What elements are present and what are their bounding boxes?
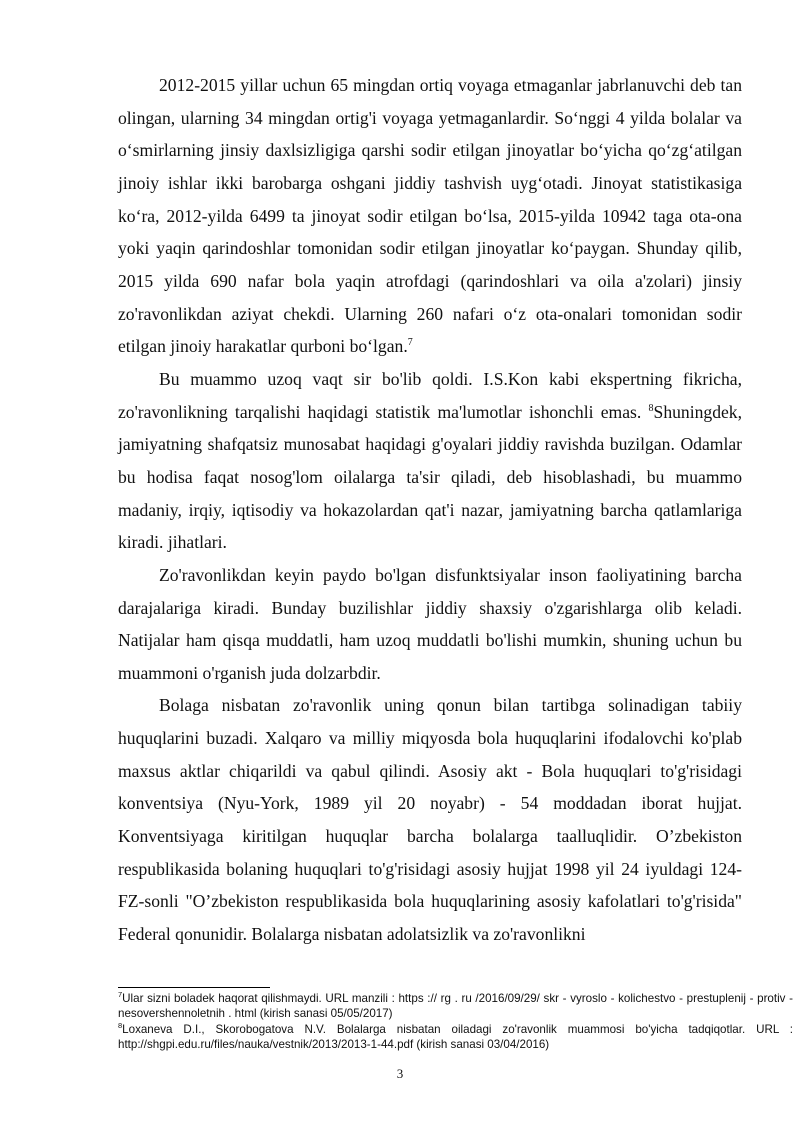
page-number: 3 xyxy=(396,1066,404,1081)
footnotes xyxy=(118,991,793,1052)
paragraph xyxy=(118,559,742,690)
footnote-ref: 8 xyxy=(648,402,654,414)
footnote-text: Ular sizni boladek haqorat qilishmaydi. URL manzili : https :// rg . ru /2016/09/29/ skr - vyroslo - kolichestvo - prestuplenij - protiv - nesovershennoletnih . html (kirish sanasi 05/05/2017) xyxy=(118,992,793,1021)
main-text xyxy=(118,69,742,951)
paragraph-text: 2012-2015 yillar uchun 65 mingdan ortiq voyaga etmaganlar jabrlanuvchi deb tan olingan, ularning 34 mingdan ortig'i voyaga yetmaganlardir. So‘nggi 4 yilda bolalar va o‘smirlarning jinsiy daxlsizligiga qarshi sodir etilgan jinoyatlar bo‘yicha qo‘zg‘atilgan jinoiy ishlar ikki barobarga oshgani jiddiy tashvish uyg‘otadi. Jinoyat statistikasiga ko‘ra, 2012-yilda 6499 ta jinoyat sodir etilgan bo‘lsa, 2015-yilda 10942 taga ota-ona yoki yaqin qarindoshlar tomonidan sodir etilgan jinoyatlar ko‘paygan. Shunday qilib, 2015 yilda 690 nafar bola yaqin atrofdagi (qarindoshlari va oila a'zolari) jinsiy zo'ravonlikdan aziyat chekdi. Ularning 260 nafari o‘z ota-onalari tomonidan sodir etilgan jinoiy harakatlar qurboni bo‘lgan. xyxy=(118,75,742,357)
footnote xyxy=(118,1022,793,1053)
footnote-mark: 8 xyxy=(118,1020,123,1030)
paragraph-text: Bu muammo uzoq vaqt sir bo'lib qoldi. I.S.Kon kabi ekspertning fikricha, zo'ravonlikning tarqalishi haqidagi statistik ma'lumotlar ishonchli emas. xyxy=(118,368,742,422)
paragraph xyxy=(118,689,742,950)
paragraph-text: Zo'ravonlikdan keyin paydo bo'lgan disfunktsiyalar inson faoliyatining barcha darajalariga kiradi. Bunday buzilishlar jiddiy shaxsiy o'zgarishlarga olib keladi. Natijalar ham qisqa muddatli, ham uzoq muddatli bo'lishi mumkin, shuning uchun bu muammoni o'rganish juda dolzarbdir. xyxy=(118,564,742,683)
paragraph xyxy=(118,69,742,363)
paragraph-text: Bolaga nisbatan zo'ravonlik uning qonun bilan tartibga solinadigan tabiiy huquqlarini buzadi. Xalqaro va milliy miqyosda bola huquqlarini ifodalovchi ko'plab maxsus aktlar chiqarildi va qabul qilindi. Asosiy akt - Bola huquqlari to'g'risidagi konventsiya (Nyu-York, 1989 yil 20 noyabr) - 54 moddadan iborat hujjat. Konventsiyaga kiritilgan huquqlar barcha bolalarga taalluqlidir. O’zbekiston respublikasida bolaning huquqlari to'g'risidagi asosiy hujjat 1998 yil 24 iyuldagi 124-FZ-sonli "O’zbekiston respublikasida bola huquqlarining asosiy kafolatlari to'g'risida" Federal qonunidir. Bolalarga nisbatan adolatsizlik va zo'ravonlikni xyxy=(118,695,742,945)
footnote-text: Loxaneva D.I., Skorobogatova N.V. Bolalarga nisbatan oiladagi zo'ravonlik muammosi bo'yicha tadqiqotlar. URL : http://shgpi.edu.ru/files/nauka/vestnik/2013/2013-1-44.pdf (kirish sanasi 03/04/2016) xyxy=(118,1022,793,1051)
paragraph-text-continued: Shuningdek, jamiyatning shafqatsiz munosabat haqidagi g'oyalari jiddiy ravishda buzilgan. Odamlar bu hodisa faqat nosog'lom oilalarga ta'sir qiladi, deb hisoblashadi, bu muammo madaniy, irqiy, iqtisodiy va hokazolardan qat'i nazar, jamiyatning barcha qatlamlariga kiradi. jihatlari. xyxy=(118,401,742,553)
paragraph xyxy=(118,363,742,559)
footnote-separator xyxy=(118,987,270,988)
footnote-mark: 7 xyxy=(118,990,123,1000)
footnote xyxy=(118,991,793,1022)
footnote-ref: 7 xyxy=(407,337,413,349)
